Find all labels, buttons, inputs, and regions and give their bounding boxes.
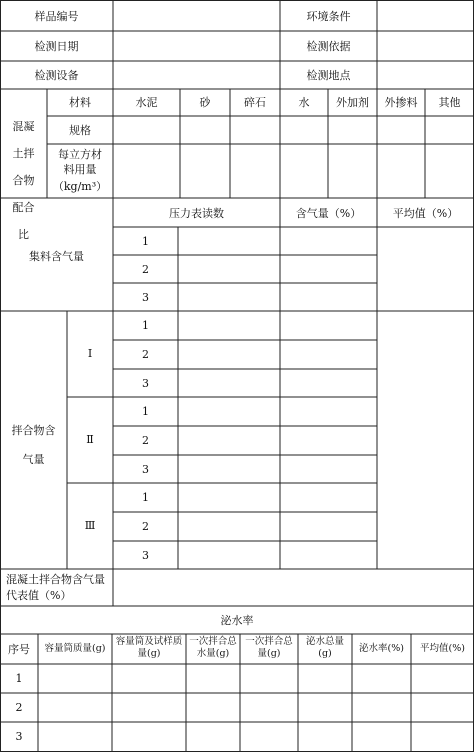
bleeding-title: 泌水率 — [220, 614, 254, 627]
label-test-equipment: 检测设备 — [34, 69, 79, 82]
trial-number: 1 — [142, 405, 149, 418]
group-label: Ⅲ — [84, 519, 96, 532]
col-air-content: 含气量（%） — [295, 207, 362, 220]
trial-number: 3 — [142, 291, 149, 304]
material-mineral-admixture: 外掺料 — [384, 96, 418, 109]
trial-number: 1 — [142, 491, 149, 504]
trial-number: 2 — [142, 520, 149, 533]
col-container-mass: 容量筒质量(g) — [44, 643, 106, 654]
label-material: 材料 — [69, 96, 91, 109]
trial-number: 1 — [142, 319, 149, 332]
col-average: 平均值（%） — [392, 207, 459, 220]
trial-number: 2 — [142, 434, 149, 447]
col-total-water: 一次拌合总水量(g) — [189, 636, 237, 659]
label-aggregate-air: 集料含气量 — [29, 250, 84, 263]
label-test-location: 检测地点 — [306, 69, 351, 82]
label-representative-value: 混凝土拌合物含气量代表值（%） — [6, 573, 105, 602]
col-pressure-reading: 压力表读数 — [169, 207, 224, 220]
label-environment: 环境条件 — [306, 10, 351, 23]
col-total-mix: 一次拌合总量(g) — [245, 636, 293, 659]
bleed-row-number: 2 — [15, 701, 23, 714]
label-qty-per-m3: 每立方材料用量 — [58, 148, 102, 176]
group-label: Ⅰ — [87, 347, 93, 360]
trial-number: 3 — [142, 463, 149, 476]
bleed-row-number: 3 — [15, 730, 23, 743]
material-sand: 砂 — [199, 96, 211, 109]
trial-number: 1 — [142, 235, 149, 248]
material-admixture: 外加剂 — [336, 96, 369, 109]
trial-number: 2 — [142, 348, 149, 361]
material-water: 水 — [298, 96, 310, 109]
trial-number: 3 — [142, 549, 149, 562]
col-bleed-average: 平均值(%) — [420, 643, 465, 654]
col-container-sample-mass: 容量筒及试样质量(g) — [115, 636, 183, 659]
label-mix-ratio: 混凝土拌合物配合比 — [12, 120, 35, 241]
label-test-basis: 检测依据 — [306, 40, 351, 53]
label-sample-no: 样品编号 — [34, 10, 79, 23]
label-spec: 规格 — [69, 124, 91, 137]
col-bleed-rate: 泌水率(%) — [359, 643, 404, 654]
group-label: Ⅱ — [86, 433, 94, 446]
col-seq: 序号 — [8, 643, 30, 656]
bleed-row-number: 1 — [15, 672, 23, 685]
col-bleed-total: 泌水总量(g) — [305, 636, 344, 659]
label-qty-unit: （kg/m³） — [52, 180, 108, 193]
material-cement: 水泥 — [135, 96, 158, 109]
trial-number: 3 — [142, 377, 149, 390]
material-other: 其他 — [438, 96, 461, 109]
trial-number: 2 — [142, 263, 149, 276]
label-test-date: 检测日期 — [34, 40, 79, 53]
label-mixture-air-line2: 气量 — [22, 453, 45, 466]
label-mixture-air-line1: 拌合物含 — [11, 424, 56, 437]
material-gravel: 碎石 — [244, 96, 266, 109]
